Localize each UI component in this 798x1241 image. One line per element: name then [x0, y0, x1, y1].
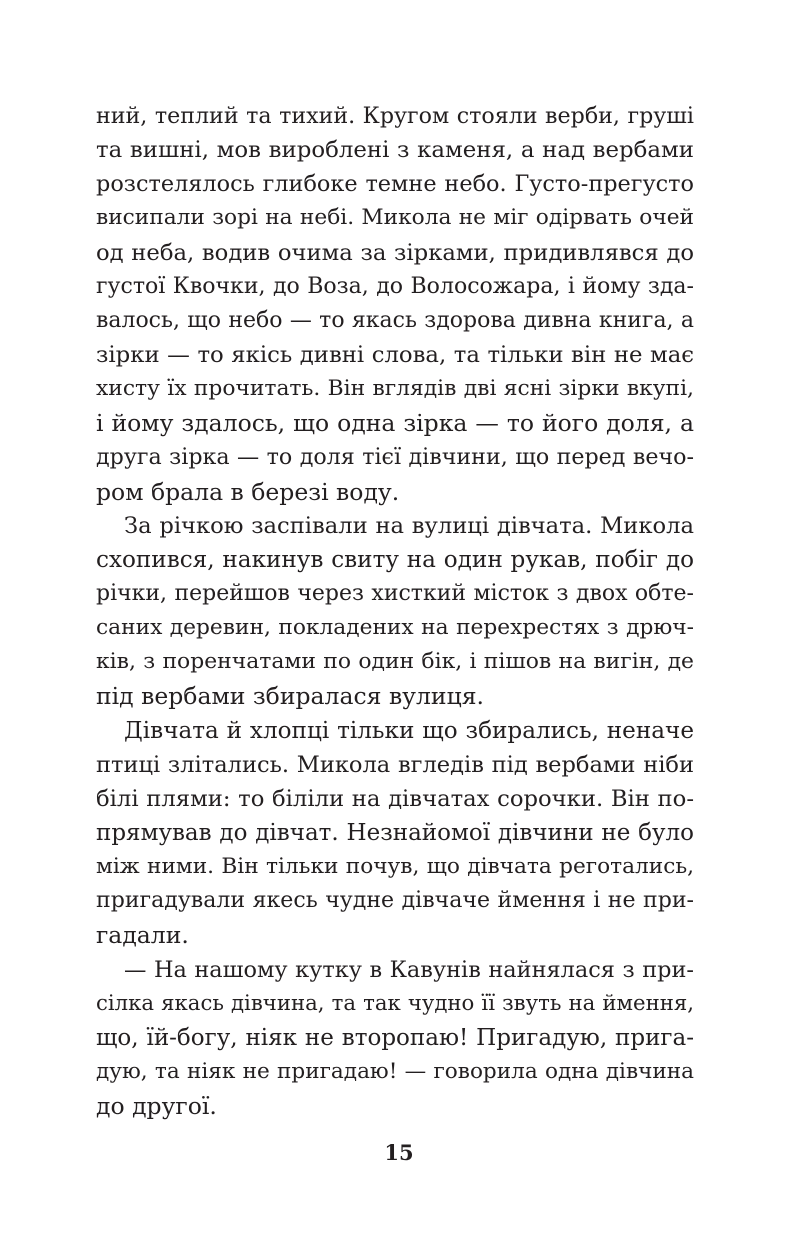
text-line: пригадували якесь чудне дівчаче ймення і не при-	[96, 888, 694, 914]
text-line: і йому здалось, що одна зірка — то його доля, а	[96, 409, 694, 438]
text-line: зірки — то якісь дивні слова, та тільки він не має	[96, 341, 694, 368]
text-line: прямував до дівчат. Незнайомої дівчини не було	[96, 819, 694, 846]
paragraph-2	[96, 509, 694, 714]
text-line: висипали зорі на небі. Микола не міг одірвать очей	[96, 205, 694, 231]
text-line: валось, що небо — то якась здорова дивна книга, а	[96, 307, 694, 333]
text-line: білі плями: то біліли на дівчатах сорочки. Він по-	[96, 785, 694, 812]
text-line: Дівчата й хлопці тільки що збирались, неначе	[124, 717, 694, 744]
text-line: розстелялось глибоке темне небо. Густо-прегусто	[96, 171, 694, 198]
text-line: схопився, накинув свиту на один рукав, побіг до	[96, 546, 694, 573]
text-line: та вишні, мов вироблені з каменя, а над вербами	[96, 137, 694, 164]
paragraph-4	[96, 953, 694, 1124]
text-line: під вербами збиралася вулиця.	[96, 682, 485, 711]
text-line: ром брала в березі воду.	[96, 477, 400, 506]
text-line: хисту їх прочитать. Він вглядів дві ясні зірки вкупі,	[96, 376, 694, 402]
text-line: що, їй-богу, ніяк не второпаю! Пригадую, прига-	[96, 1024, 694, 1051]
text-line: птиці злітались. Микола вгледів під вербами ніби	[96, 751, 694, 778]
text-line: дую, та ніяк не пригадаю! — говорила одна дівчина	[96, 1058, 694, 1084]
text-line: річки, перейшов через хисткий місток з двох обте-	[96, 580, 694, 606]
text-line: друга зірка — то доля тієї дівчини, що перед вечо-	[96, 444, 694, 471]
page-number: 15	[384, 1140, 414, 1165]
text-line: гадали.	[96, 921, 189, 950]
text-line: густої Квочки, до Воза, до Волосожара, і йому зда-	[96, 273, 694, 299]
text-line: — На нашому кутку в Кавунів найнялася з при-	[124, 956, 694, 983]
paragraph-1	[96, 99, 694, 509]
page-text-block	[96, 99, 694, 1123]
text-line: ків, з поренчатами по один бік, і пішов на вигін, де	[96, 649, 694, 675]
text-line: ний, теплий та тихий. Кругом стояли верби, груші	[96, 103, 694, 129]
text-line: од неба, водив очима за зірками, придивлявся до	[96, 239, 694, 266]
text-line: між ними. Він тільки почув, що дівчата реготались,	[96, 854, 694, 880]
text-line: до другої.	[96, 1092, 217, 1121]
text-line: За річкою заспівали на вулиці дівчата. Микола	[124, 512, 694, 539]
text-line: сілка якась дівчина, та так чудно її звуть на ймення,	[96, 990, 694, 1016]
paragraph-3	[96, 714, 694, 953]
text-line: саних деревин, покладених на перехрестях з дрюч-	[96, 615, 694, 641]
